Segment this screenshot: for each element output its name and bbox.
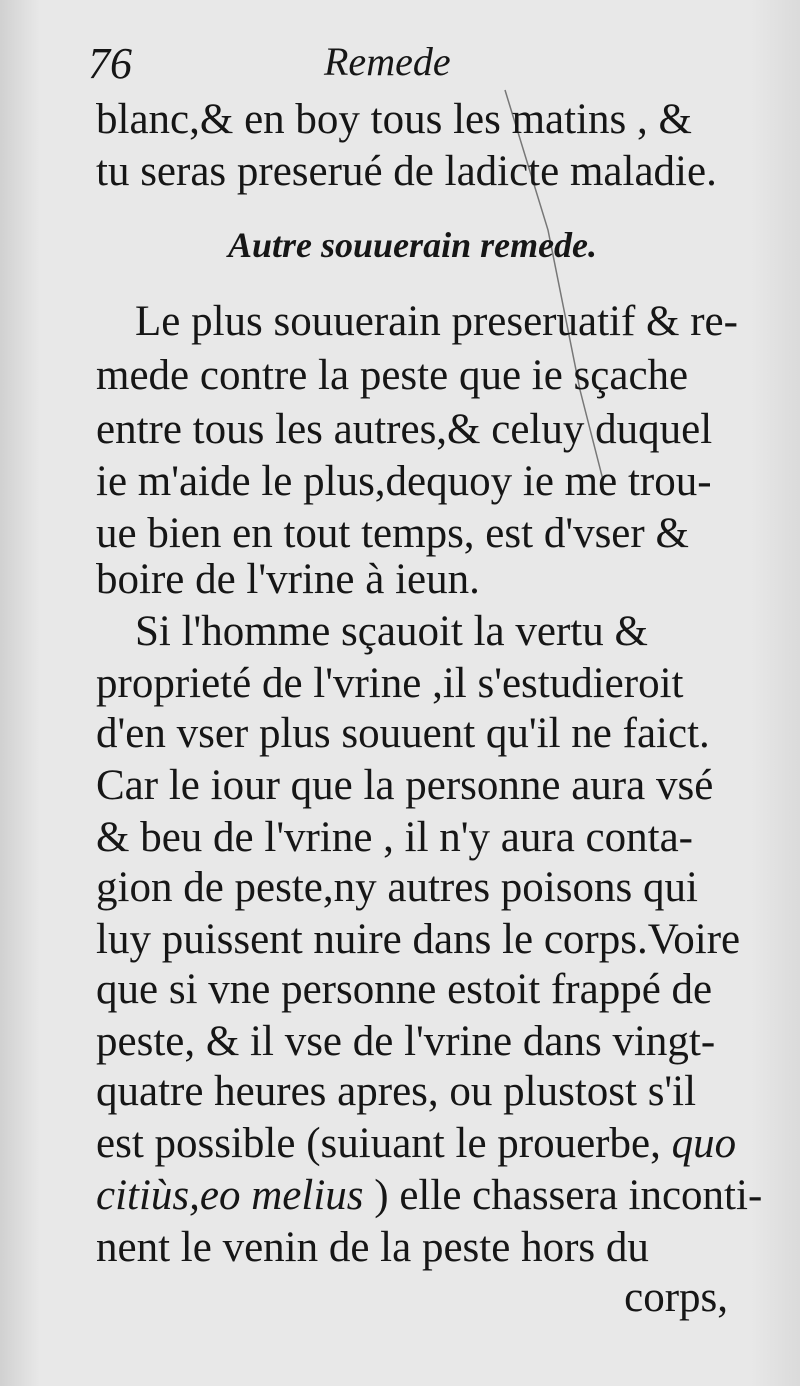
text-line: quatre heures apres, ou plustost s'il	[96, 1068, 697, 1115]
italic-text-run: quo	[671, 1120, 737, 1167]
section-heading: Autre souuerain remede.	[228, 225, 598, 265]
text-line	[96, 1174, 762, 1217]
text-line: d'en vser plus souuent qu'il ne faict.	[96, 710, 710, 757]
text-line: nent le venin de la peste hors du	[96, 1224, 649, 1271]
running-title: Remede	[324, 39, 451, 84]
text-line: entre tous les autres,& celuy duquel	[96, 406, 713, 453]
paragraph-first-line: Le plus souuerain preseruatif & re-	[135, 298, 738, 345]
text-line: tu seras preserué de ladicte maladie.	[96, 148, 717, 195]
text-line	[96, 1122, 736, 1165]
text-line: gion de peste,ny autres poisons qui	[96, 864, 698, 911]
text-line: Car le iour que la personne aura vsé	[96, 762, 714, 809]
text-line: blanc,& en boy tous les matins , &	[96, 96, 692, 143]
text-line: peste, & il vse de l'vrine dans vingt-	[96, 1018, 716, 1065]
paragraph-first-line: Si l'homme sçauoit la vertu &	[135, 608, 648, 655]
text-line: & beu de l'vrine , il n'y aura conta-	[96, 814, 693, 861]
text-line: ue bien en tout temps, est d'vser &	[96, 510, 689, 557]
italic-text-run: citiùs,eo melius	[96, 1172, 364, 1219]
text-line: proprieté de l'vrine ,il s'estudieroit	[96, 660, 684, 707]
text-line: ie m'aide le plus,dequoy ie me trou-	[96, 458, 712, 505]
text-line: boire de l'vrine à ieun.	[96, 556, 480, 603]
text-run: est possible (suiuant le prouerbe,	[96, 1120, 672, 1167]
text-line: que si vne personne estoit frappé de	[96, 966, 713, 1013]
catchword: corps,	[624, 1274, 728, 1321]
page-header	[88, 38, 738, 98]
text-run: ) elle chassera inconti-	[363, 1172, 763, 1219]
text-line: luy puissent nuire dans le corps.Voire	[96, 916, 741, 963]
page-number: 76	[88, 39, 132, 88]
text-line: mede contre la peste que ie sçache	[96, 352, 689, 399]
